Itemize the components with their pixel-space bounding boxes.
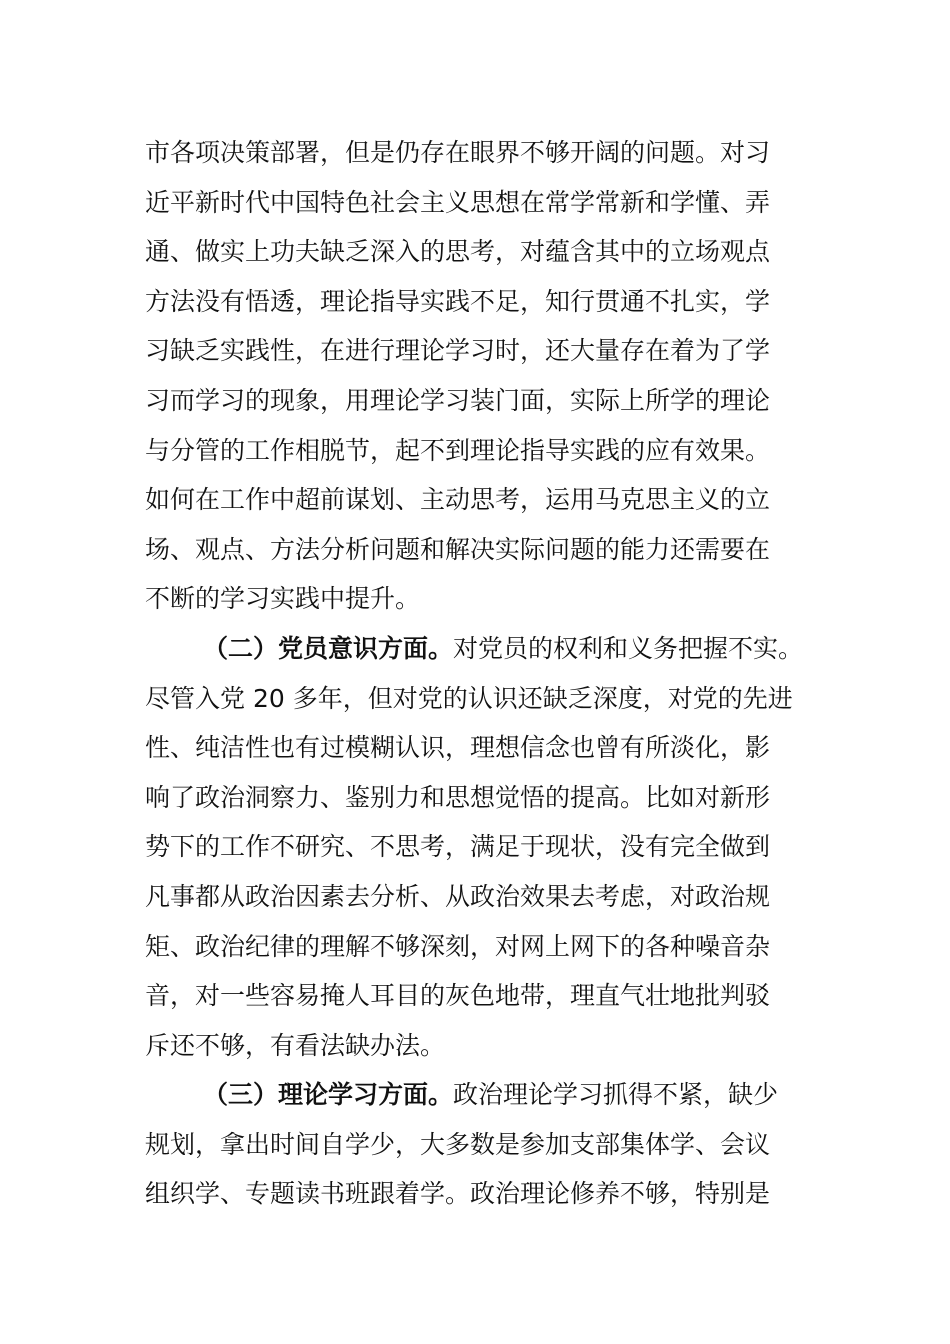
text-line: 场、观点、方法分析问题和解决实际问题的能力还需要在 (145, 534, 771, 564)
text-line: 近平新时代中国特色社会主义思想在常学常新和学懂、弄 (145, 187, 771, 217)
text-line: 性、纯洁性也有过模糊认识，理想信念也曾有所淡化，影 (145, 733, 771, 763)
text-line: 响了政治洞察力、鉴别力和思想觉悟的提高。比如对新形 (145, 782, 771, 812)
section-2-heading: （二）党员意识方面。 (203, 633, 454, 663)
section-3-first-text: 政治理论学习抓得不紧，缺少 (453, 1080, 779, 1110)
text-line: 与分管的工作相脱节，起不到理论指导实践的应有效果。 (145, 435, 771, 465)
text-line: 方法没有悟透，理论指导实践不足，知行贯通不扎实，学 (145, 286, 771, 316)
text-line: 尽管入党 20 多年，但对党的认识还缺乏深度，对党的先进 (145, 683, 793, 713)
text-line: 习缺乏实践性，在进行理论学习时，还大量存在着为了学 (145, 336, 771, 366)
text-line: 矩、政治纪律的理解不够深刻，对网上网下的各种噪音杂 (145, 931, 771, 961)
section-2-first-line (145, 624, 810, 674)
section-3-paragraph (145, 1070, 810, 1219)
text-line: 音，对一些容易掩人耳目的灰色地带，理直气壮地批判驳 (145, 981, 771, 1011)
text-line: 不断的学习实践中提升。 (145, 584, 421, 614)
section-2-paragraph (145, 624, 810, 1070)
paragraph-1 (145, 128, 810, 624)
document-body (145, 128, 810, 1219)
text-line: 组织学、专题读书班跟着学。政治理论修养不够，特别是 (145, 1179, 771, 1209)
text-line: 习而学习的现象，用理论学习装门面，实际上所学的理论 (145, 385, 771, 415)
text-line: 斥还不够，有看法缺办法。 (145, 1030, 446, 1060)
text-line: 市各项决策部署，但是仍存在眼界不够开阔的问题。对习 (145, 138, 771, 167)
section-2-first-text: 对党员的权利和义务把握不实。 (453, 633, 804, 663)
section-3-heading: （三）理论学习方面。 (203, 1080, 454, 1110)
text-line: 如何在工作中超前谋划、主动思考，运用马克思主义的立 (145, 485, 771, 515)
text-line: 凡事都从政治因素去分析、从政治效果去考虑，对政治规 (145, 881, 771, 911)
text-line: 通、做实上功夫缺乏深入的思考，对蕴含其中的立场观点 (145, 237, 771, 267)
text-line: 势下的工作不研究、不思考，满足于现状，没有完全做到 (145, 832, 771, 862)
text-line: 规划，拿出时间自学少，大多数是参加支部集体学、会议 (145, 1129, 771, 1159)
section-3-first-line (145, 1070, 810, 1120)
